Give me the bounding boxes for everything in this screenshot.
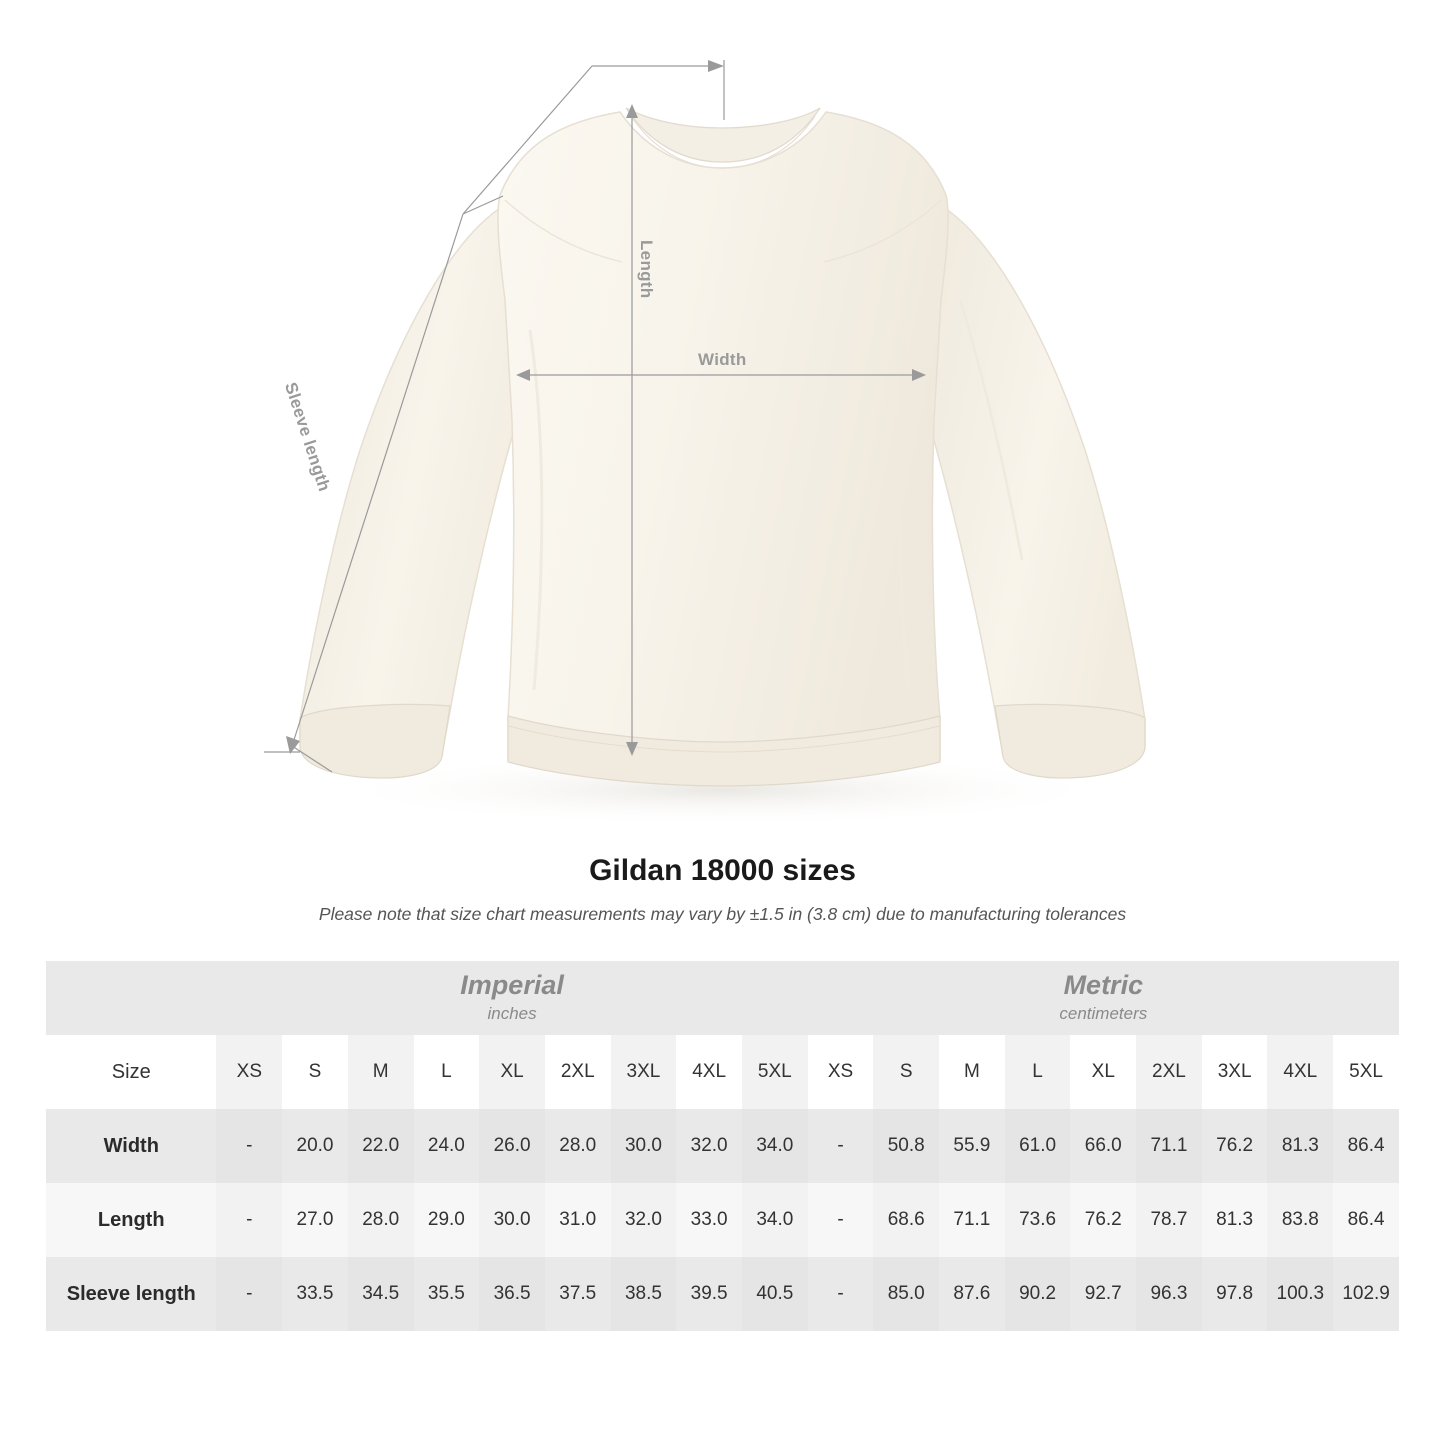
width-metric-2xl: 71.1	[1136, 1109, 1202, 1183]
header-imperial-2xl: 2XL	[560, 1061, 595, 1082]
imperial-unit: inches	[487, 1003, 537, 1023]
sleeve-imperial-l: 35.5	[414, 1257, 480, 1331]
width-metric-5xl: 86.4	[1333, 1109, 1399, 1183]
width-imperial-xl: 26.0	[479, 1109, 545, 1183]
sleeve-imperial-m: 34.5	[348, 1257, 414, 1331]
length-metric-xl: 76.2	[1070, 1183, 1136, 1257]
header-imperial-xl: XL	[479, 1035, 545, 1109]
width-metric-l: 61.0	[1005, 1109, 1071, 1183]
page-title: Gildan 18000 sizes	[589, 854, 856, 887]
header-metric-4xl: 4XL	[1267, 1035, 1333, 1109]
width-metric-xl: 66.0	[1070, 1109, 1136, 1183]
title-block	[0, 854, 1445, 925]
width-metric-m: 55.9	[939, 1109, 1005, 1183]
header-metric-l: L	[1005, 1035, 1071, 1109]
header-imperial-3xl: 3XL	[611, 1035, 677, 1109]
sleeve-imperial-xl: 36.5	[479, 1257, 545, 1331]
width-imperial-3xl: 30.0	[611, 1109, 677, 1183]
length-imperial-5xl: 34.0	[742, 1183, 808, 1257]
length-metric-2xl: 78.7	[1136, 1183, 1202, 1257]
units-header-row	[46, 961, 1399, 1035]
size-table-wrapper	[46, 961, 1399, 1331]
width-imperial-2xl: 28.0	[545, 1109, 611, 1183]
sleeve-imperial-5xl: 40.5	[742, 1257, 808, 1331]
metric-unit: centimeters	[1059, 1003, 1148, 1023]
sleeve-metric-s: 85.0	[873, 1257, 939, 1331]
header-imperial-s: S	[308, 1061, 322, 1082]
sleeve-metric-4xl: 100.3	[1267, 1257, 1333, 1331]
width-imperial-5xl: 34.0	[742, 1109, 808, 1183]
header-metric-5xl: 5XL	[1349, 1061, 1383, 1082]
header-imperial-xs: XS	[216, 1035, 282, 1109]
sleeve-metric-3xl: 97.8	[1202, 1257, 1268, 1331]
metric-label: Metric	[1063, 969, 1144, 1000]
table-row	[46, 1183, 1399, 1257]
row-label-sleeve-length: Sleeve length	[46, 1257, 216, 1331]
header-metric-xl: XL	[1091, 1061, 1115, 1082]
header-metric-s: S	[873, 1035, 939, 1109]
length-metric-s: 68.6	[873, 1183, 939, 1257]
header-imperial-4xl: 4XL	[692, 1061, 727, 1082]
length-imperial-4xl: 33.0	[676, 1183, 742, 1257]
length-imperial-s: 27.0	[282, 1183, 348, 1257]
sleeve-metric-xs: -	[808, 1257, 874, 1331]
width-metric-xs: -	[808, 1109, 874, 1183]
sleeve-metric-2xl: 96.3	[1136, 1257, 1202, 1331]
length-imperial-m: 28.0	[348, 1183, 414, 1257]
length-metric-m: 71.1	[939, 1183, 1005, 1257]
sleeve-length-dimension-label: Sleeve length	[280, 380, 335, 494]
width-imperial-xs: -	[216, 1109, 282, 1183]
length-dimension-label: Length	[637, 240, 656, 299]
size-table	[46, 961, 1399, 1331]
sleeve-metric-5xl: 102.9	[1333, 1257, 1399, 1331]
width-metric-4xl: 81.3	[1267, 1109, 1333, 1183]
header-metric-xs: XS	[827, 1061, 854, 1082]
width-imperial-m: 22.0	[348, 1109, 414, 1183]
sleeve-imperial-xs: -	[216, 1257, 282, 1331]
width-imperial-4xl: 32.0	[676, 1109, 742, 1183]
length-metric-5xl: 86.4	[1333, 1183, 1399, 1257]
header-imperial-5xl: 5XL	[742, 1035, 808, 1109]
width-imperial-s: 20.0	[282, 1109, 348, 1183]
length-metric-4xl: 83.8	[1267, 1183, 1333, 1257]
sleeve-imperial-3xl: 38.5	[611, 1257, 677, 1331]
row-label-width: Width	[46, 1109, 216, 1183]
header-metric-2xl: 2XL	[1136, 1035, 1202, 1109]
header-size: Size	[111, 1060, 151, 1083]
sleeve-metric-l: 90.2	[1005, 1257, 1071, 1331]
units-spacer	[46, 961, 216, 1035]
length-metric-3xl: 81.3	[1202, 1183, 1268, 1257]
sleeve-metric-xl: 92.7	[1070, 1257, 1136, 1331]
length-metric-xs: -	[808, 1183, 874, 1257]
table-row	[46, 1109, 1399, 1183]
width-metric-s: 50.8	[873, 1109, 939, 1183]
size-header-row	[46, 1035, 1399, 1109]
row-label-length: Length	[46, 1183, 216, 1257]
sleeve-imperial-s: 33.5	[282, 1257, 348, 1331]
length-imperial-xs: -	[216, 1183, 282, 1257]
length-imperial-3xl: 32.0	[611, 1183, 677, 1257]
tolerance-note: Please note that size chart measurements may vary by ±1.5 in (3.8 cm) due to manufacturing tolerances	[318, 904, 1127, 924]
width-dimension-label: Width	[698, 350, 747, 369]
sleeve-imperial-2xl: 37.5	[545, 1257, 611, 1331]
metric-group-header	[808, 961, 1399, 1035]
sleeve-metric-m: 87.6	[939, 1257, 1005, 1331]
length-imperial-xl: 30.0	[479, 1183, 545, 1257]
table-row	[46, 1257, 1399, 1331]
header-imperial-m: M	[348, 1035, 414, 1109]
imperial-label: Imperial	[460, 969, 564, 1000]
sleeve-imperial-4xl: 39.5	[676, 1257, 742, 1331]
width-metric-3xl: 76.2	[1202, 1109, 1268, 1183]
length-imperial-l: 29.0	[414, 1183, 480, 1257]
width-imperial-l: 24.0	[414, 1109, 480, 1183]
header-metric-m: M	[963, 1061, 980, 1082]
header-imperial-l: L	[441, 1061, 452, 1082]
imperial-group-header	[216, 961, 807, 1035]
length-imperial-2xl: 31.0	[545, 1183, 611, 1257]
length-metric-l: 73.6	[1005, 1183, 1071, 1257]
header-metric-3xl: 3XL	[1217, 1061, 1252, 1082]
